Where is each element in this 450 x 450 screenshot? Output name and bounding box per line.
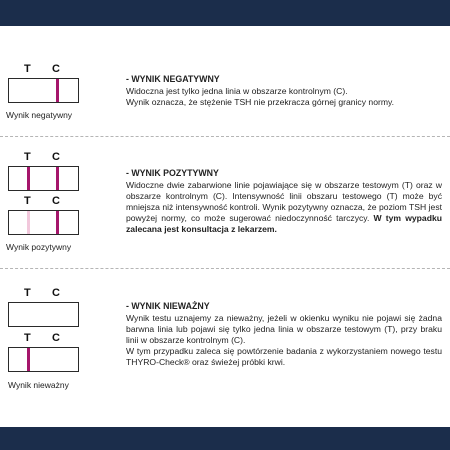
title-positive: - WYNIK POZYTYWNY (126, 168, 219, 178)
description-invalid (126, 301, 442, 368)
test-line (27, 167, 30, 190)
description-positive (126, 168, 442, 235)
test-line-faint (27, 211, 30, 234)
label-c: C (52, 332, 60, 344)
label-t: T (24, 332, 31, 344)
caption-negative: Wynik negatywny (6, 110, 73, 120)
label-c: C (52, 63, 60, 75)
test-strip-positive-strong (8, 166, 79, 191)
body-invalid-1: Wynik testu uznajemy za nieważny, jeżeli w okienku wyniku nie pojawi się żadna barwna linia lub pojawi się tylko jedna linia w obszarze testowym (T), przy braku linii w obszarze kontrolnym (C). (126, 313, 442, 345)
test-strip-negative (8, 78, 79, 103)
body-positive-bold: W tym wypadku zalecana jest konsultacja z lekarzem. (126, 213, 442, 234)
test-strip-invalid-empty (8, 302, 79, 327)
bottom-band (0, 427, 450, 450)
divider (0, 268, 450, 269)
divider (0, 136, 450, 137)
label-t: T (24, 195, 31, 207)
label-t: T (24, 287, 31, 299)
control-line (56, 79, 59, 102)
label-c: C (52, 287, 60, 299)
label-t: T (24, 151, 31, 163)
label-c: C (52, 151, 60, 163)
label-c: C (52, 195, 60, 207)
test-strip-invalid-test-only (8, 347, 79, 372)
top-band (0, 0, 450, 26)
body-positive (126, 180, 442, 235)
body-invalid-2: W tym przypadku zaleca się powtórzenie badania z wykorzystaniem nowego testu THYRO-Check® oraz świeżej próbki krwi. (126, 346, 442, 367)
body-negative-2: Wynik oznacza, że stężenie TSH nie przekracza górnej granicy normy. (126, 97, 395, 107)
test-strip-positive-faint (8, 210, 79, 235)
description-negative (126, 74, 442, 108)
caption-positive: Wynik pozytywny (6, 242, 72, 252)
control-line (56, 167, 59, 190)
title-invalid: - WYNIK NIEWAŻNY (126, 301, 210, 311)
body-negative-1: Widoczna jest tylko jedna linia w obszarze kontrolnym (C). (126, 86, 348, 96)
body-positive-text: Widoczne dwie zabarwione linie pojawiające się w obszarze testowym (T) oraz w obszarze kontrolnym (C). Intensywność linii obszaru testowego (T) może być mniejsza niż intensywność kontroli. Wynik pozytywny oznacza, że poziom TSH jest powyżej normy, co może sugerować niedoczynność tarczycy. (126, 180, 442, 223)
label-t: T (24, 63, 31, 75)
caption-invalid: Wynik nieważny (8, 380, 69, 390)
title-negative: - WYNIK NEGATYWNY (126, 74, 220, 84)
test-line (27, 348, 30, 371)
control-line (56, 211, 59, 234)
